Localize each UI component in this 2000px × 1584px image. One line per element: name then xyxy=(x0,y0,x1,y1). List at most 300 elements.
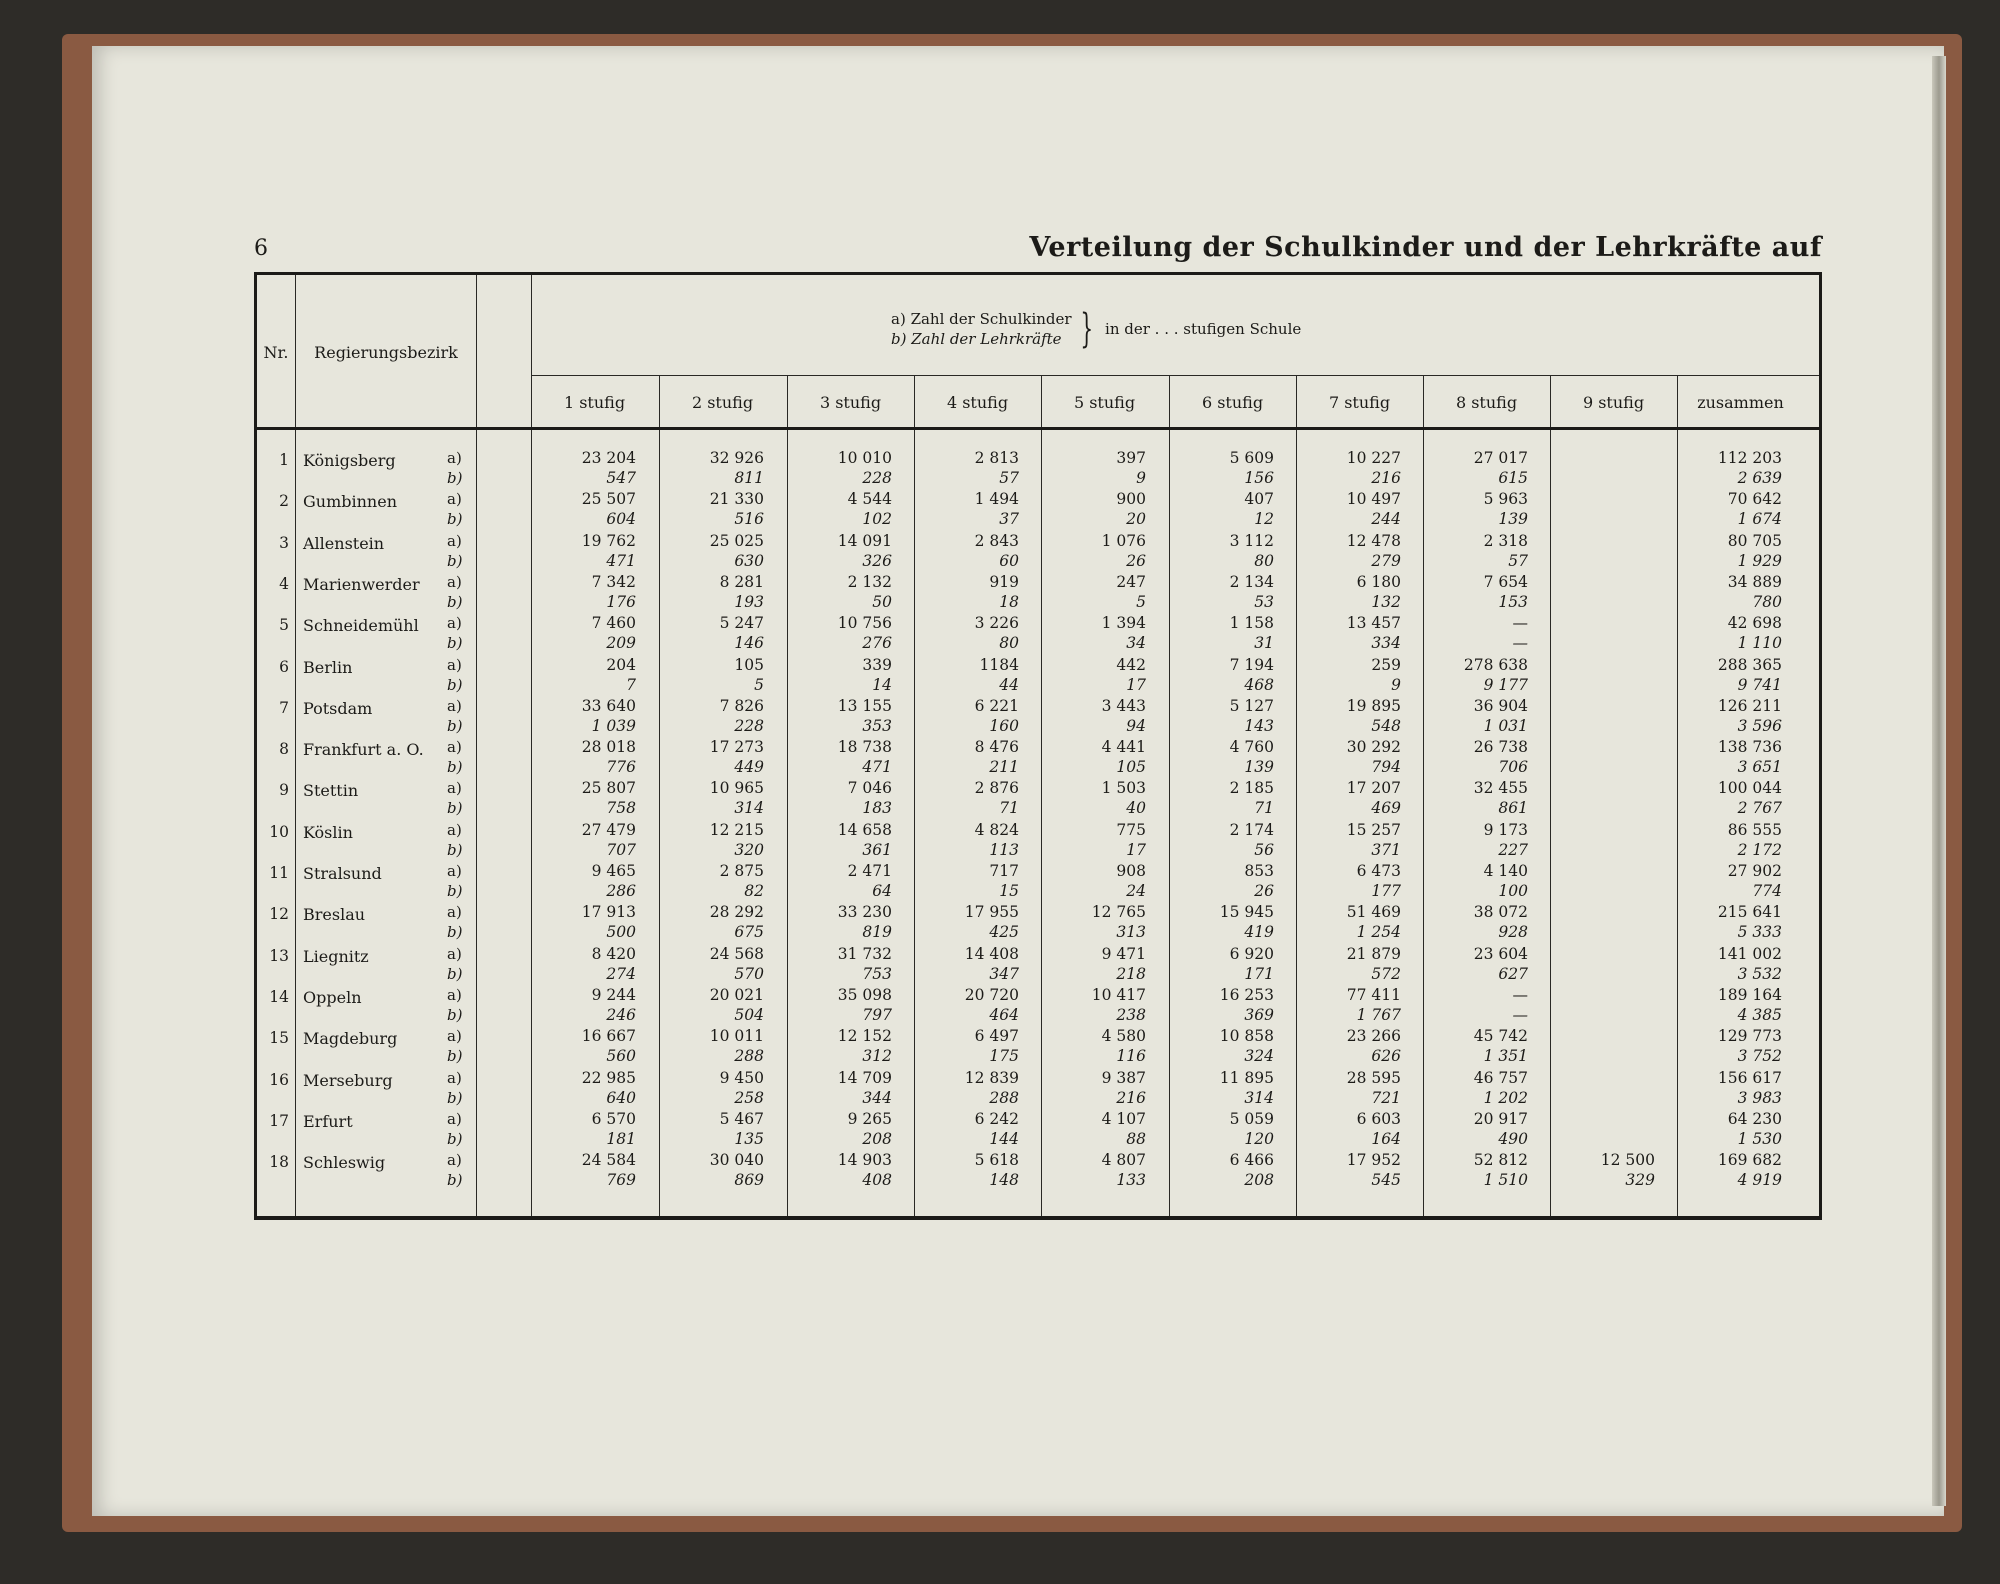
value-teachers: 1 767 xyxy=(1356,1005,1401,1024)
value-teachers: 276 xyxy=(862,634,892,653)
value-teachers: — xyxy=(1512,634,1528,653)
value-teachers: 37 xyxy=(999,510,1019,529)
value-children: 129 773 xyxy=(1717,1027,1782,1046)
value-teachers: 769 xyxy=(606,1171,636,1190)
row-label-b: b) xyxy=(447,1047,463,1066)
value-children: 25 807 xyxy=(581,779,636,798)
value-children: 46 757 xyxy=(1473,1068,1528,1087)
value-children: 775 xyxy=(1116,820,1146,839)
region-name: Potsdam xyxy=(303,698,373,718)
value-children: 15 257 xyxy=(1346,820,1401,839)
value-children: 17 955 xyxy=(964,903,1019,922)
value-teachers: 500 xyxy=(606,923,636,942)
header-bottom-rule xyxy=(257,427,1819,430)
legend-suffix: in der . . . stufigen Schule xyxy=(1105,320,1302,338)
value-teachers: 15 xyxy=(999,882,1019,900)
value-children: 20 720 xyxy=(964,985,1019,1004)
value-teachers: 4 385 xyxy=(1737,1005,1782,1024)
value-teachers: 44 xyxy=(999,675,1019,694)
value-children: 7 654 xyxy=(1483,572,1528,591)
value-teachers: 572 xyxy=(1371,964,1401,983)
row-label-a: a) xyxy=(447,944,462,963)
value-children: 19 762 xyxy=(581,531,636,550)
value-teachers: 604 xyxy=(606,510,636,529)
row-number: 12 xyxy=(269,905,289,924)
value-children: 86 555 xyxy=(1727,820,1782,839)
value-teachers: 258 xyxy=(734,1088,764,1107)
value-teachers: 640 xyxy=(606,1088,636,1107)
value-teachers: 57 xyxy=(1508,551,1528,570)
value-teachers: 228 xyxy=(734,716,764,735)
value-teachers: 218 xyxy=(1116,964,1146,983)
value-children: 23 204 xyxy=(581,449,636,467)
value-teachers: 5 xyxy=(754,675,764,694)
value-teachers: 12 xyxy=(1254,510,1274,529)
row-label-a: a) xyxy=(447,655,462,674)
value-children: 27 902 xyxy=(1727,862,1782,880)
row-number: 15 xyxy=(269,1029,289,1048)
value-teachers: 469 xyxy=(1371,799,1401,818)
value-teachers: 344 xyxy=(862,1088,892,1107)
value-children: 22 985 xyxy=(581,1068,636,1087)
value-children: 3 112 xyxy=(1229,531,1274,550)
value-teachers: 175 xyxy=(989,1047,1019,1066)
value-teachers: 545 xyxy=(1371,1171,1401,1190)
value-children: 18 738 xyxy=(837,738,892,757)
row-label-a: a) xyxy=(447,1027,462,1046)
value-teachers: 34 xyxy=(1126,634,1146,653)
value-teachers: 1 031 xyxy=(1483,716,1528,735)
value-teachers: 721 xyxy=(1371,1088,1401,1107)
value-teachers: 156 xyxy=(1244,469,1274,487)
value-teachers: 17 xyxy=(1126,675,1146,694)
value-children: 12 152 xyxy=(837,1027,892,1046)
header-legend xyxy=(891,306,1302,352)
value-children: 278 638 xyxy=(1463,655,1528,674)
value-children: 19 895 xyxy=(1346,696,1401,715)
value-teachers: 324 xyxy=(1244,1047,1274,1066)
value-children: 5 618 xyxy=(974,1151,1019,1170)
region-name: Frankfurt a. O. xyxy=(303,740,424,760)
book-gutter xyxy=(1932,56,1946,1506)
row-label-a: a) xyxy=(447,1109,462,1128)
col-header: zusammen xyxy=(1697,393,1784,412)
row-number: 9 xyxy=(279,781,289,800)
value-children: 2 185 xyxy=(1229,779,1274,798)
value-teachers: 627 xyxy=(1498,964,1528,983)
row-label-b: b) xyxy=(447,1005,463,1024)
row-label-b: b) xyxy=(447,1129,463,1148)
value-teachers: 347 xyxy=(989,964,1019,983)
value-children: 6 466 xyxy=(1229,1151,1274,1170)
value-children: 33 230 xyxy=(837,903,892,922)
row-label-a: a) xyxy=(447,1068,462,1087)
value-teachers: 228 xyxy=(862,469,892,487)
value-teachers: 626 xyxy=(1371,1047,1401,1066)
value-teachers: 246 xyxy=(606,1005,636,1024)
value-children: 14 658 xyxy=(837,820,892,839)
value-teachers: 286 xyxy=(606,882,636,900)
value-teachers: 57 xyxy=(999,469,1019,487)
value-teachers: 1 530 xyxy=(1737,1129,1782,1148)
header-bezirk: Regierungsbezirk xyxy=(314,343,458,362)
value-children: 288 365 xyxy=(1717,655,1782,674)
value-children: 105 xyxy=(734,655,764,674)
value-children: 28 595 xyxy=(1346,1068,1401,1087)
row-number: 1 xyxy=(279,451,289,469)
value-teachers: 2 172 xyxy=(1737,840,1782,859)
value-teachers: 928 xyxy=(1498,923,1528,942)
value-children: 6 180 xyxy=(1356,572,1401,591)
region-name: Königsberg xyxy=(303,451,396,470)
value-teachers: 181 xyxy=(606,1129,636,1148)
row-label-a: a) xyxy=(447,614,462,633)
value-teachers: 288 xyxy=(734,1047,764,1066)
value-children: 259 xyxy=(1371,655,1401,674)
value-teachers: 776 xyxy=(606,758,636,777)
value-children: 17 273 xyxy=(709,738,764,757)
value-children: 6 497 xyxy=(974,1027,1019,1046)
value-teachers: 419 xyxy=(1244,923,1274,942)
value-children: 141 002 xyxy=(1717,944,1782,963)
value-teachers: 279 xyxy=(1371,551,1401,570)
value-children: 5 127 xyxy=(1229,696,1274,715)
value-teachers: 314 xyxy=(734,799,764,818)
col-header: 2 stufig xyxy=(691,393,754,412)
value-children: 24 584 xyxy=(581,1151,636,1170)
value-teachers: 9 xyxy=(1136,469,1146,487)
value-children: 31 732 xyxy=(837,944,892,963)
value-children: 2 843 xyxy=(974,531,1019,550)
value-teachers: 71 xyxy=(999,799,1019,818)
col-header: 6 stufig xyxy=(1201,393,1264,412)
value-children: 80 705 xyxy=(1727,531,1782,550)
value-teachers: 26 xyxy=(1254,882,1274,900)
value-children: 2 174 xyxy=(1229,820,1274,839)
value-teachers: 80 xyxy=(999,634,1019,653)
value-teachers: 105 xyxy=(1116,758,1146,777)
value-children: 247 xyxy=(1116,572,1146,591)
value-children: 32 455 xyxy=(1473,779,1528,798)
value-teachers: 133 xyxy=(1116,1171,1146,1190)
value-children: 21 879 xyxy=(1346,944,1401,963)
value-children: 23 604 xyxy=(1473,944,1528,963)
value-children: 407 xyxy=(1244,490,1274,509)
value-children: 24 568 xyxy=(709,944,764,963)
legend-b: b) Zahl der Lehrkräfte xyxy=(891,330,1062,348)
value-teachers: 139 xyxy=(1244,758,1274,777)
value-children: 442 xyxy=(1116,655,1146,674)
page-number: 6 xyxy=(254,236,268,261)
row-label-b: b) xyxy=(447,675,463,694)
value-teachers: 177 xyxy=(1371,882,1401,900)
value-children: 6 473 xyxy=(1356,862,1401,880)
row-label-b: b) xyxy=(447,551,463,570)
region-name: Merseburg xyxy=(303,1070,393,1090)
value-children: 27 479 xyxy=(581,820,636,839)
col-rule xyxy=(476,275,477,1216)
value-teachers: 94 xyxy=(1126,716,1146,735)
value-teachers: 794 xyxy=(1371,758,1401,777)
value-children: 9 471 xyxy=(1101,944,1146,963)
value-children: 32 926 xyxy=(709,449,764,467)
value-children: 13 155 xyxy=(837,696,892,715)
value-children: 2 134 xyxy=(1229,572,1274,591)
value-teachers: 193 xyxy=(734,592,764,611)
row-number: 3 xyxy=(279,533,289,552)
region-name: Magdeburg xyxy=(303,1029,398,1049)
value-teachers: 3 983 xyxy=(1737,1088,1782,1107)
value-teachers: 819 xyxy=(862,923,892,942)
value-teachers: 312 xyxy=(862,1047,892,1066)
row-label-a: a) xyxy=(447,985,462,1004)
value-teachers: 9 741 xyxy=(1737,675,1782,694)
region-name: Gumbinnen xyxy=(303,492,397,512)
value-teachers: 227 xyxy=(1498,840,1528,859)
region-name: Stettin xyxy=(303,781,359,801)
value-teachers: 274 xyxy=(606,964,636,983)
value-children: 12 478 xyxy=(1346,531,1401,550)
row-label-b: b) xyxy=(447,1088,463,1107)
value-children: 25 507 xyxy=(581,490,636,509)
value-teachers: 2 639 xyxy=(1737,469,1782,487)
header-rule xyxy=(531,375,1819,376)
value-teachers: 53 xyxy=(1254,592,1274,611)
row-label-b: b) xyxy=(447,758,463,777)
value-children: — xyxy=(1512,614,1528,633)
value-children: 10 010 xyxy=(837,449,892,467)
value-teachers: 20 xyxy=(1126,510,1146,529)
value-children: 26 738 xyxy=(1473,738,1528,757)
value-teachers: 80 xyxy=(1254,551,1274,570)
value-teachers: 1 929 xyxy=(1737,551,1782,570)
value-teachers: 82 xyxy=(744,882,764,900)
row-number: 18 xyxy=(269,1153,289,1172)
value-teachers: 26 xyxy=(1126,551,1146,570)
value-teachers: 216 xyxy=(1371,469,1401,487)
value-children: 7 194 xyxy=(1229,655,1274,674)
value-children: 9 450 xyxy=(719,1068,764,1087)
value-children: 10 011 xyxy=(709,1027,764,1046)
row-number: 4 xyxy=(279,574,289,593)
row-number: 10 xyxy=(269,822,289,841)
value-teachers: 471 xyxy=(606,551,636,570)
col-header: 9 stufig xyxy=(1582,393,1645,412)
value-children: 9 387 xyxy=(1101,1068,1146,1087)
value-teachers: 24 xyxy=(1126,882,1146,900)
value-teachers: 570 xyxy=(734,964,764,983)
value-children: 4 441 xyxy=(1101,738,1146,757)
value-children: 64 230 xyxy=(1727,1109,1782,1128)
row-label-a: a) xyxy=(447,490,462,509)
value-children: 15 945 xyxy=(1219,903,1274,922)
value-children: 10 965 xyxy=(709,779,764,798)
value-children: 1184 xyxy=(979,655,1019,674)
value-children: 3 226 xyxy=(974,614,1019,633)
value-children: 70 642 xyxy=(1727,490,1782,509)
value-children: 14 408 xyxy=(964,944,1019,963)
value-teachers: 320 xyxy=(734,840,764,859)
value-children: 169 682 xyxy=(1717,1151,1782,1170)
col-header: 7 stufig xyxy=(1328,393,1391,412)
value-children: 7 460 xyxy=(591,614,636,633)
value-children: 14 903 xyxy=(837,1151,892,1170)
value-children: 10 858 xyxy=(1219,1027,1274,1046)
legend-a: a) Zahl der Schulkinder xyxy=(891,310,1072,328)
value-teachers: 1 254 xyxy=(1356,923,1401,942)
col-rule xyxy=(295,275,296,1216)
col-rule xyxy=(1550,375,1551,1216)
value-children: 3 443 xyxy=(1101,696,1146,715)
value-teachers: 116 xyxy=(1116,1047,1146,1066)
value-teachers: 288 xyxy=(989,1088,1019,1107)
value-teachers: 1 110 xyxy=(1737,634,1782,653)
value-teachers: 60 xyxy=(999,551,1019,570)
value-teachers: 471 xyxy=(862,758,892,777)
value-children: 8 476 xyxy=(974,738,1019,757)
row-number: 11 xyxy=(269,864,289,882)
value-children: 21 330 xyxy=(709,490,764,509)
row-label-a: a) xyxy=(447,820,462,839)
value-teachers: 1 039 xyxy=(591,716,636,735)
value-children: 17 952 xyxy=(1346,1151,1401,1170)
value-teachers: 490 xyxy=(1498,1129,1528,1148)
value-teachers: — xyxy=(1512,1005,1528,1024)
region-name: Marienwerder xyxy=(303,574,420,594)
value-teachers: 3 532 xyxy=(1737,964,1782,983)
value-children: 16 667 xyxy=(581,1027,636,1046)
region-name: Stralsund xyxy=(303,864,382,883)
value-children: 5 963 xyxy=(1483,490,1528,509)
value-teachers: 17 xyxy=(1126,840,1146,859)
row-number: 8 xyxy=(279,740,289,759)
value-children: 1 158 xyxy=(1229,614,1274,633)
value-children: 112 203 xyxy=(1717,449,1782,467)
value-teachers: 615 xyxy=(1498,469,1528,487)
value-teachers: 707 xyxy=(606,840,636,859)
value-children: 42 698 xyxy=(1727,614,1782,633)
value-teachers: 3 752 xyxy=(1737,1047,1782,1066)
region-name: Breslau xyxy=(303,905,366,925)
row-label-b: b) xyxy=(447,923,463,942)
value-children: 10 497 xyxy=(1346,490,1401,509)
col-header: 1 stufig xyxy=(563,393,626,412)
row-label-a: a) xyxy=(447,738,462,757)
value-children: 1 503 xyxy=(1101,779,1146,798)
value-teachers: 171 xyxy=(1244,964,1274,983)
value-children: 8 281 xyxy=(719,572,764,591)
value-children: 4 807 xyxy=(1101,1151,1146,1170)
value-teachers: 211 xyxy=(989,758,1019,777)
value-children: 7 046 xyxy=(847,779,892,798)
value-children: 52 812 xyxy=(1473,1151,1528,1170)
value-children: 17 913 xyxy=(581,903,636,922)
value-teachers: 811 xyxy=(734,469,764,487)
value-children: 17 207 xyxy=(1346,779,1401,798)
value-children: — xyxy=(1512,985,1528,1004)
row-label-b: b) xyxy=(447,882,463,900)
row-label-a: a) xyxy=(447,1151,462,1170)
value-children: 11 895 xyxy=(1219,1068,1274,1087)
value-children: 6 242 xyxy=(974,1109,1019,1128)
value-children: 1 076 xyxy=(1101,531,1146,550)
value-children: 4 140 xyxy=(1483,862,1528,880)
value-children: 5 247 xyxy=(719,614,764,633)
value-children: 9 465 xyxy=(591,862,636,880)
value-teachers: 326 xyxy=(862,551,892,570)
value-teachers: 5 333 xyxy=(1737,923,1782,942)
row-label-a: a) xyxy=(447,449,462,467)
value-teachers: 50 xyxy=(872,592,892,611)
value-children: 51 469 xyxy=(1346,903,1401,922)
value-children: 10 756 xyxy=(837,614,892,633)
value-children: 10 417 xyxy=(1091,985,1146,1004)
row-number: 2 xyxy=(279,492,289,511)
value-children: 1 494 xyxy=(974,490,1019,509)
value-teachers: 3 596 xyxy=(1737,716,1782,735)
region-name: Allenstein xyxy=(303,533,385,553)
value-children: 33 640 xyxy=(581,696,636,715)
value-children: 45 742 xyxy=(1473,1027,1528,1046)
value-teachers: 153 xyxy=(1498,592,1528,611)
value-teachers: 630 xyxy=(734,551,764,570)
row-label-b: b) xyxy=(447,799,463,818)
value-teachers: 425 xyxy=(989,923,1019,942)
row-number: 13 xyxy=(269,946,289,965)
header-nr: Nr. xyxy=(263,343,289,362)
value-children: 2 318 xyxy=(1483,531,1528,550)
value-children: 204 xyxy=(606,655,636,674)
value-children: 126 211 xyxy=(1717,696,1782,715)
value-children: 5 059 xyxy=(1229,1109,1274,1128)
value-children: 30 292 xyxy=(1346,738,1401,757)
value-teachers: 88 xyxy=(1126,1129,1146,1148)
value-children: 908 xyxy=(1116,862,1146,880)
value-children: 28 292 xyxy=(709,903,764,922)
value-children: 12 500 xyxy=(1600,1151,1655,1170)
value-children: 4 824 xyxy=(974,820,1019,839)
value-teachers: 371 xyxy=(1371,840,1401,859)
row-label-a: a) xyxy=(447,531,462,550)
value-children: 23 266 xyxy=(1346,1027,1401,1046)
value-teachers: 100 xyxy=(1498,882,1528,900)
value-teachers: 449 xyxy=(734,758,764,777)
value-children: 10 227 xyxy=(1346,449,1401,467)
value-children: 156 617 xyxy=(1717,1068,1782,1087)
value-children: 12 215 xyxy=(709,820,764,839)
value-children: 7 826 xyxy=(719,696,764,715)
value-teachers: 113 xyxy=(989,840,1019,859)
value-teachers: 64 xyxy=(872,882,892,900)
row-label-b: b) xyxy=(447,964,463,983)
value-teachers: 56 xyxy=(1254,840,1274,859)
row-label-b: b) xyxy=(447,840,463,859)
value-teachers: 135 xyxy=(734,1129,764,1148)
value-teachers: 18 xyxy=(999,592,1019,611)
value-teachers: 314 xyxy=(1244,1088,1274,1107)
value-children: 8 420 xyxy=(591,944,636,963)
value-children: 5 467 xyxy=(719,1109,764,1128)
value-teachers: 183 xyxy=(862,799,892,818)
value-children: 20 917 xyxy=(1473,1109,1528,1128)
value-teachers: 31 xyxy=(1254,634,1274,653)
value-children: 28 018 xyxy=(581,738,636,757)
region-name: Liegnitz xyxy=(303,946,369,966)
value-children: 5 609 xyxy=(1229,449,1274,467)
value-teachers: 313 xyxy=(1116,923,1146,942)
value-children: 6 221 xyxy=(974,696,1019,715)
value-children: 4 760 xyxy=(1229,738,1274,757)
